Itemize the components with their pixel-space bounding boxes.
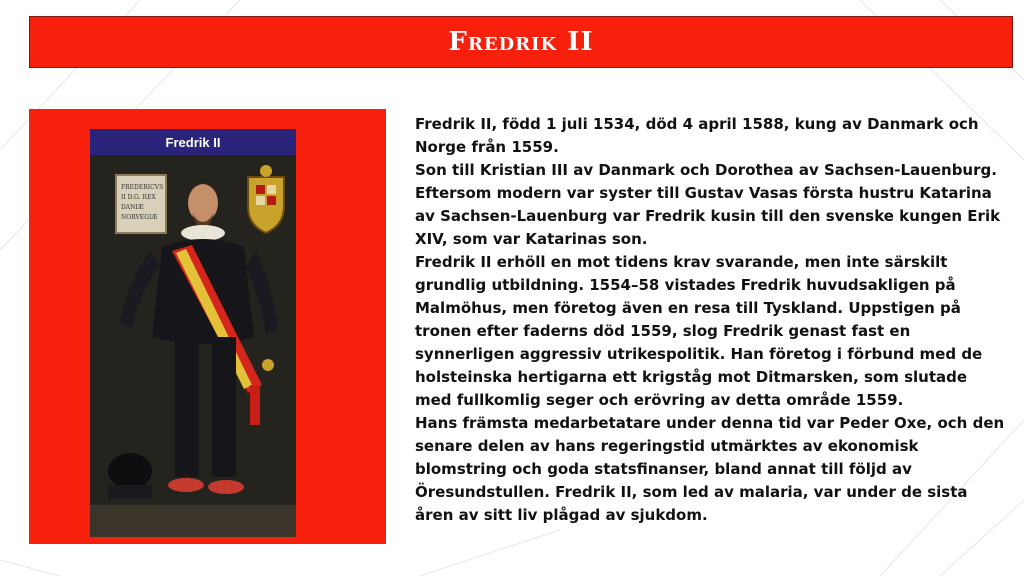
svg-text:II D.G. REX: II D.G. REX: [121, 194, 156, 201]
portrait-caption: Fredrik II: [90, 129, 296, 155]
inscription-panel: [116, 175, 166, 233]
portrait-image: [90, 129, 296, 537]
portrait-painting: [90, 155, 296, 537]
inscription-text: FREDERICVS: [121, 184, 164, 191]
title-banner: [29, 16, 1013, 68]
paragraph-3: Fredrik II erhöll en mot tidens krav svarande, men inte särskilt grundlig utbildning. 1554–58 vistades Fredrik huvudsakligen på Malmöhus, men företog även en resa till Tyskland. Uppstigen på tronen efter faderns död 1559, slog Fredrik genast fast en synnerligen aggressiv utrikespolitik. Han företog i förbund med de holsteinska hertigarna ett krigståg mot Ditmarsken, som slutade med fullkomlig seger och erövring av detta område 1559.: [415, 253, 983, 409]
paragraph-4: Hans främsta medarbetatare under denna tid var Peder Oxe, och den senare delen av hans regeringstid utmärktes av ekonomisk blomstring och goda statsfinanser, bland annat till följd av Öresundstullen. Fredrik II, som led av malaria, var under de sista åren av sitt liv plågad av sjukdom.: [415, 414, 1005, 524]
portrait-frame: [29, 109, 386, 544]
svg-text:DANIÆ: DANIÆ: [121, 204, 144, 211]
slide-title: Fredrik II: [448, 27, 594, 57]
biography-text: [415, 113, 1005, 527]
paragraph-1: Fredrik II, född 1 juli 1534, död 4 april 1588, kung av Danmark och Norge från 1559.: [415, 115, 979, 156]
svg-text:NORVEGIÆ: NORVEGIÆ: [121, 214, 158, 221]
paragraph-2: Son till Kristian III av Danmark och Dorothea av Sachsen-Lauenburg. Eftersom modern var syster till Gustav Vasas första hustru Katarina av Sachsen-Lauenburg var Fredrik kusin till den svenske kungen Erik XIV, som var Katarinas son.: [415, 161, 1001, 248]
